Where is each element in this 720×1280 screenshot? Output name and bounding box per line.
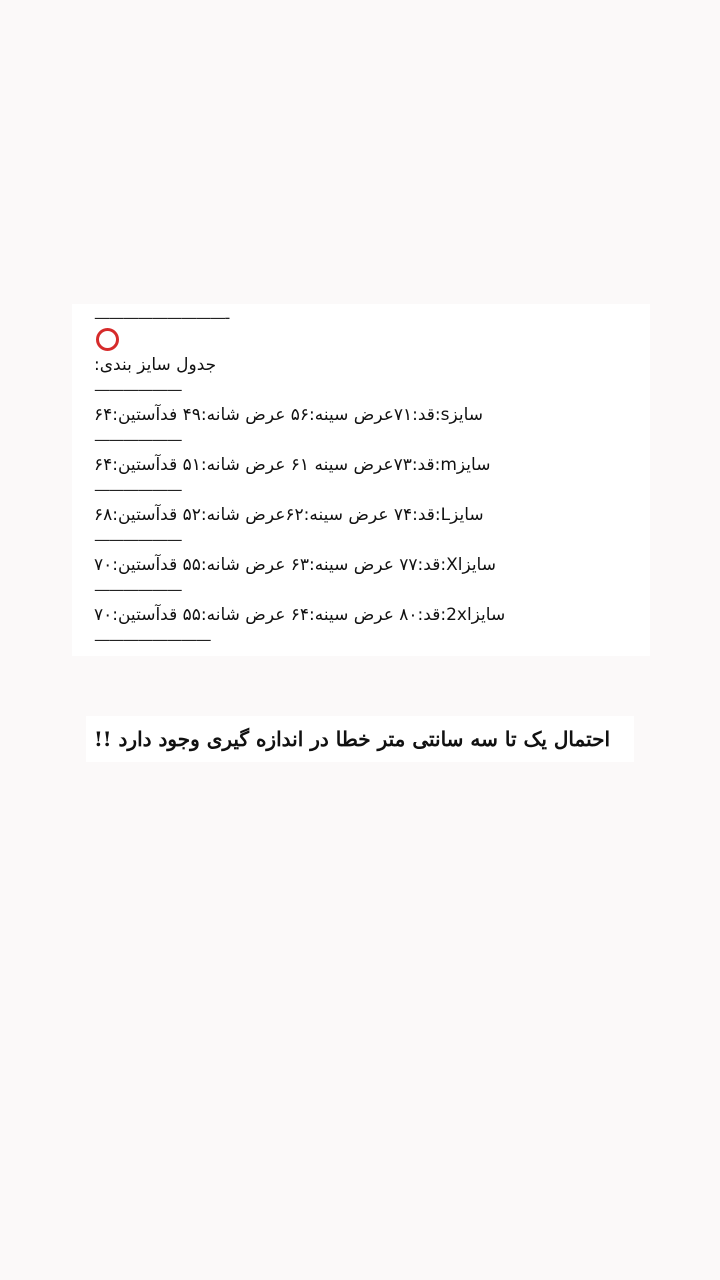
size-row-l: سایزL:قد:۷۴ عرض سینه:۶۲عرض شانه:۵۲ قدآستین:۶۸ [94,505,484,525]
divider: —————— [94,430,181,449]
size-row-xl: سایزXl:قد:۷۷ عرض سینه:۶۳ عرض شانه:۵۵ قدآستین:۷۰ [94,555,496,575]
bottom-divider: ———————— [94,630,210,649]
top-divider: —————————- [94,308,229,327]
divider: —————— [94,380,181,399]
size-table-title: جدول سایز بندی: [94,355,217,375]
note-text: احتمال یک تا سه سانتی متر خطا در اندازه گیری وجود دارد !! [94,727,611,751]
size-row-m: سایزm:قد:۷۳عرض سینه ۶۱ عرض شانه:۵۱ قدآستین:۶۴ [94,455,491,475]
divider: —————— [94,580,181,599]
size-row-s: سایزs:قد:۷۱عرض سینه:۵۶ عرض شانه:۴۹ فدآستین:۶۴ [94,405,484,425]
red-circle-icon [96,328,119,351]
size-row-2xl: سایز2xl:قد:۸۰ عرض سینه:۶۴ عرض شانه:۵۵ قدآستین:۷۰ [94,605,506,625]
divider: —————— [94,530,181,549]
measurement-error-note [86,716,634,762]
divider: —————— [94,480,181,499]
size-table-card [72,304,650,656]
